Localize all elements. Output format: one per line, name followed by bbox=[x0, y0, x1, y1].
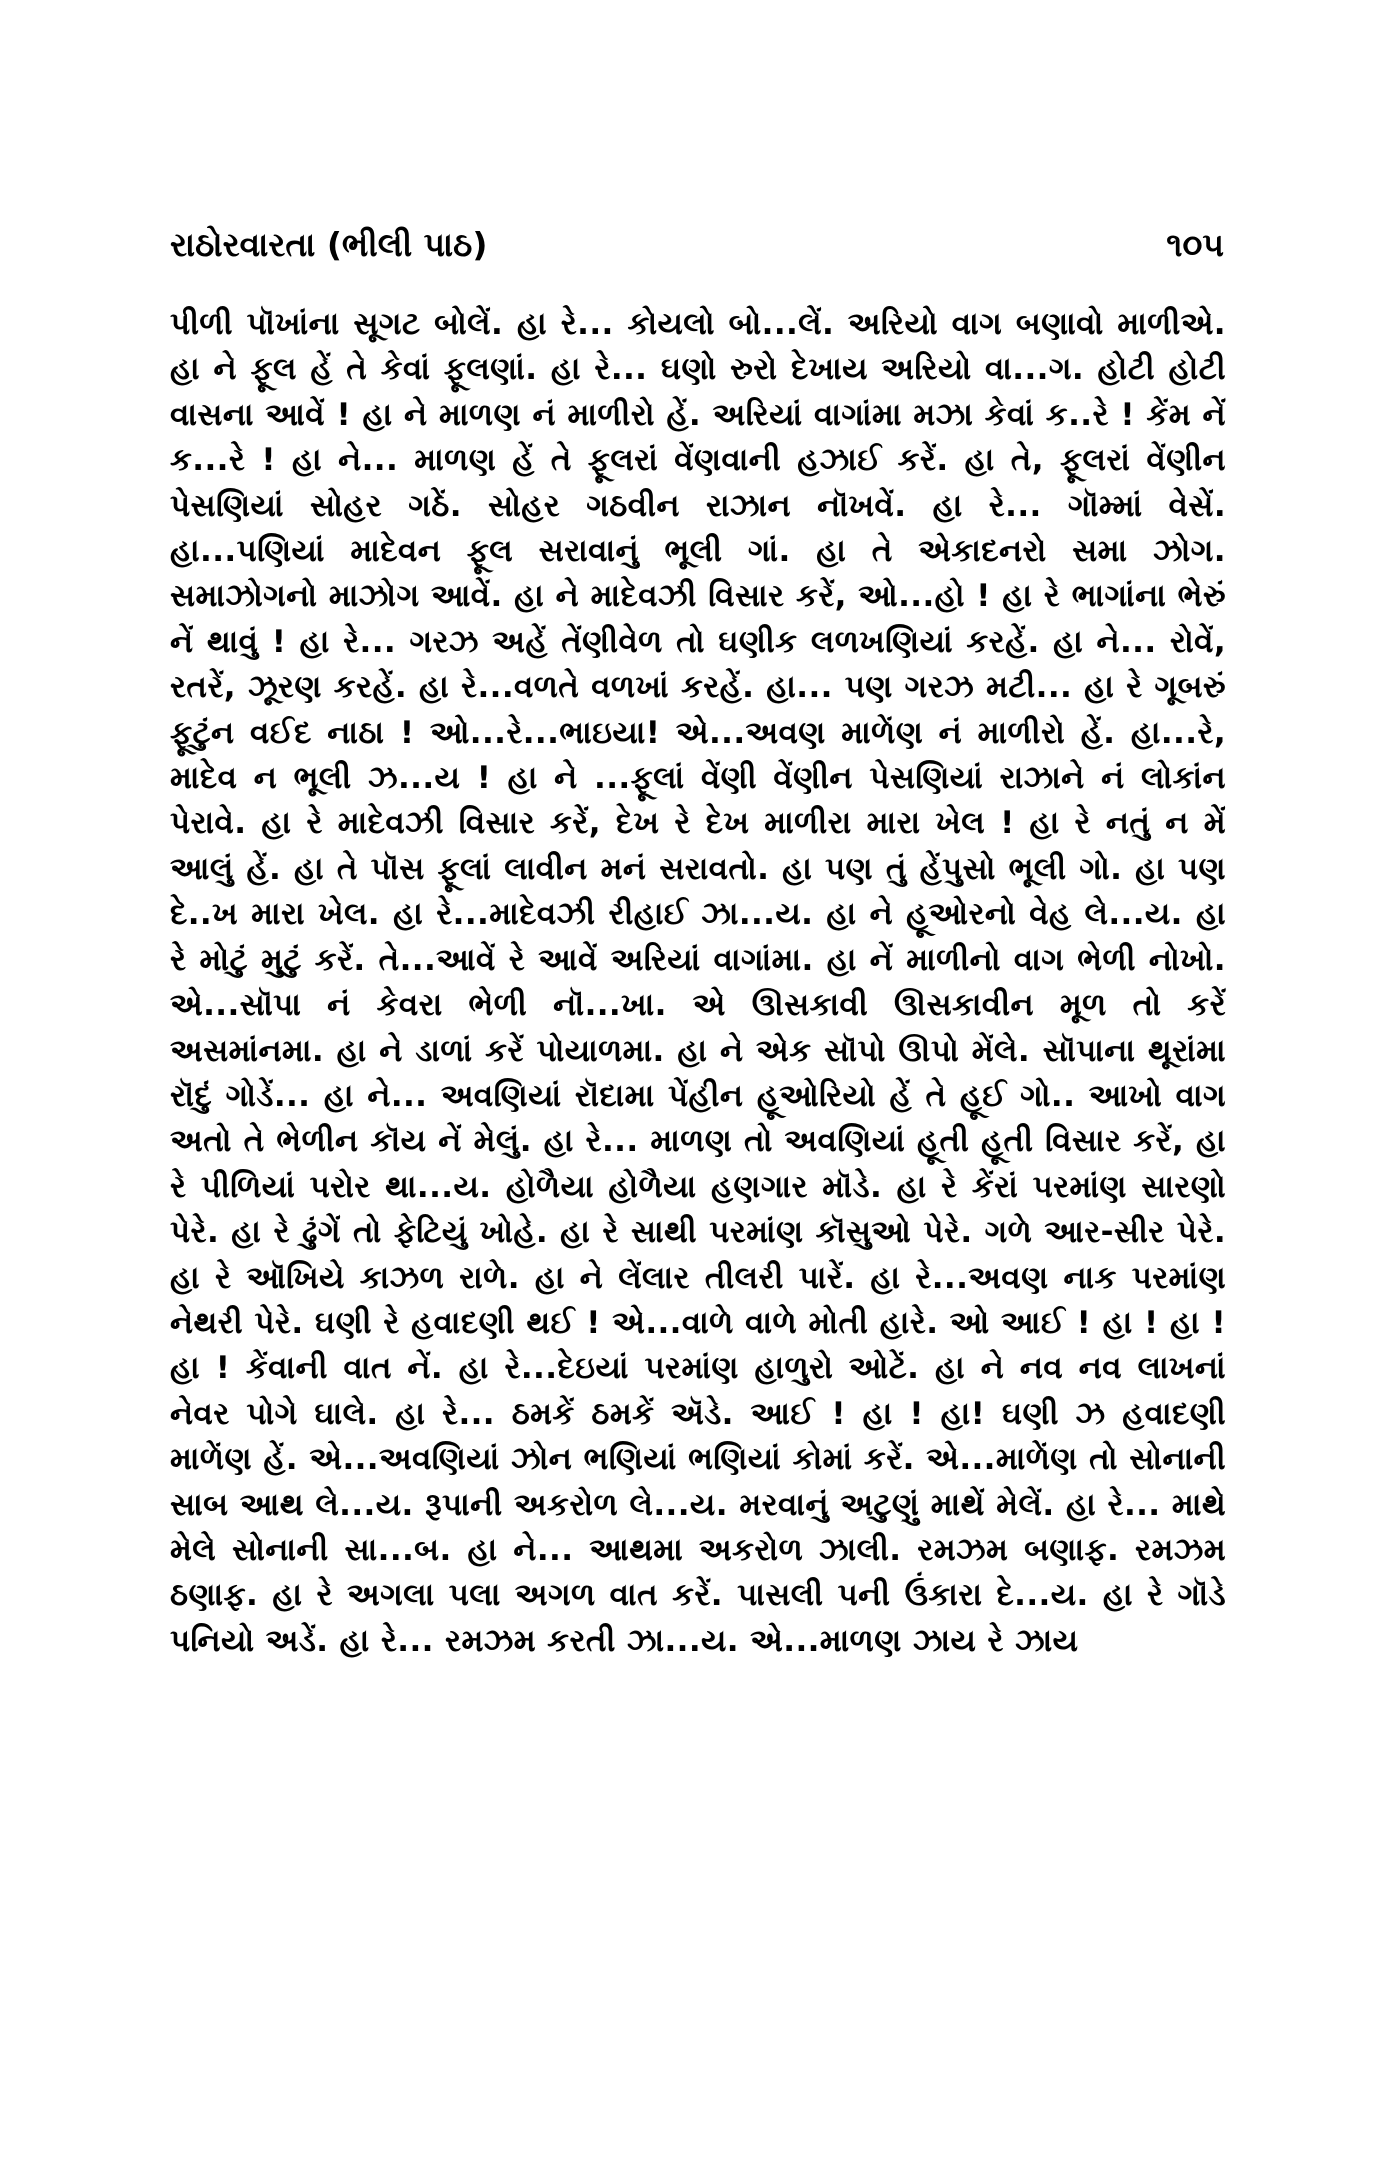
page-header bbox=[170, 225, 1224, 275]
body-paragraph: પીળી પૉખાંના સૂગટ બોલેં. હા રે... કોયલો બો...લેં. અરિયો વાગ બણાવો માળીએ. હા ને ફૂલ હેં તે કેવાં ફૂલણાં. હા રે... ઘણો રુરો દેખાય અરિયો વા...ગ. હોટી હોટી વાસના આવેં ! હા ને માળણ નં માળીરો હેં. અરિયાં વાગાંમા મઝા કેવાં ક..રે ! કેંમ નેં ક...રે ! હા ને... માળણ હેં તે ફૂલરાં વેંણવાની હઝાઈ કરેં. હા તે, ફૂલરાં વેંણીન પેસણિયાં સોહર ગઠેં. સોહર ગઠવીન રાઝાન નૉખવેં. હા રે... ગૉમ્માં વેસેં. હા...પણિયાં માદેવન ફૂલ સરાવાનું ભૂલી ગાં. હા તે એકાદનરો સમા ઝોગ. સમાઝોગનો માઝોગ આવેં. હા ને માદેવઝી વિસાર કરેં, ઓ...હો ! હા રે ભાગાંના ભેરું નેં થાવું ! હા રે... ગરઝ અહેં તેંણીવેળ તો ઘણીક લળખણિયાં કરહેં. હા ને... રોવેં, રતરેં, ઝૂરણ કરહેં. હા રે...વળતે વળખાં કરહેં. હા... પણ ગરઝ મટી... હા રે ગૂબરું ફૂટુંન વઈદ નાઠા ! ઓ...રે...ભાઇયા! એ...અવણ માળેંણ નં માળીરો હેં. હા...રે, માદેવ ન ભૂલી ઝ...ય ! હા ને ...ફૂલાં વેંણી વેંણીન પેસણિયાં રાઝાને નં લોકાંન પેરાવે. હા રે માદેવઝી વિસાર કરેં, દેખ રે દેખ માળીરા મારા ખેલ ! હા રે નતું ન મેં આલું હેં. હા તે પૉસ ફૂલાં લાવીન મનં સરાવતો. હા પણ તું હેંપુસો ભૂલી ગો. હા પણ દે..ખ મારા ખેલ. હા રે...માદેવઝી રીહાઈ ઝા...ય. હા ને હૂઓરનો વેહ લે...ય. હા રે મોટું મુટું કરેં. તે...આવેં રે આવેં અરિયાં વાગાંમા. હા નેં માળીનો વાગ ભેળી નોખો. એ...સૉપા નં કેવરા ભેળી નૉ...ખા. એ ઊસકાવી ઊસકાવીન મૂળ તો કરેં અસમાંનમા. હા ને ડાળાં કરેં પોયાળમા. હા ને એક સૉપો ઊપો મેંલે. સૉપાના થૂરાંમા રૉદું ગોડેં... હા ને... અવણિયાં રૉદામા પેંહીન હૂઓરિયો હેં તે હૂઈ ગો.. આખો વાગ અતો તે ભેળીન કૉય નેં મેલું. હા રે... માળણ તો અવણિયાં હૂતી હૂતી વિસાર કરેં, હા રે પીળિયાં પરોર થા...ય. હોળૈયા હોળૈયા હણગાર મૉડે. હા રે કેંરાં પરમાંણ સારણો પેરે. હા રે ઢુંગેં તો ફેટિયું ખોહે. હા રે સાથી પરમાંણ કૉસુઓ પેરે. ગળે આર-સીર પેરે. હા રે ઑખિયે કાઝળ રાળે. હા ને લેંલાર તીલરી પારેં. હા રે...અવણ નાક પરમાંણ નેથરી પેરે. ઘણી રે હવાદણી થઈ ! એ...વાળે વાળે મોતી હારે. ઓ આઈ ! હા ! હા ! હા ! કેંવાની વાત નેં. હા રે...દેઇયાં પરમાંણ હાળુરો ઓટેં. હા ને નવ નવ લાખનાં નેવર પોગે ઘાલે. હા રે... ઠમકેં ઠમકેં ઍડે. આઈ ! હા ! હા! ઘણી ઝ હવાદણી માળેંણ હેં. એ...અવણિયાં ઝોન ભણિયાં ભણિયાં કોમાં કરેં. એ...માળેંણ તો સોનાની સાબ આથ લે...ય. રૂપાની અકરોળ લે...ય. મરવાનું અટુણું માથેં મેલેં. હા રે... માથે મેલે સોનાની સા...બ. હા ને... આથમા અકરોળ ઝાલી. રમઝમ બણાફ. રમઝમ ઠણાફ. હા રે અગલા પલા અગળ વાત કરેં. પાસલી પની ઉંકારા દે...ય. હા રે ગૉડે પનિયો અડેં. હા રે... રમઝમ કરતી ઝા...ય. એ...માળણ ઝાય રે ઝાય bbox=[170, 306, 1226, 1659]
page-number: ૧૦૫ bbox=[1166, 225, 1224, 264]
running-title: રાઠોરવારતા (ભીલી પાઠ) bbox=[170, 225, 488, 264]
body-text bbox=[170, 302, 1226, 1664]
